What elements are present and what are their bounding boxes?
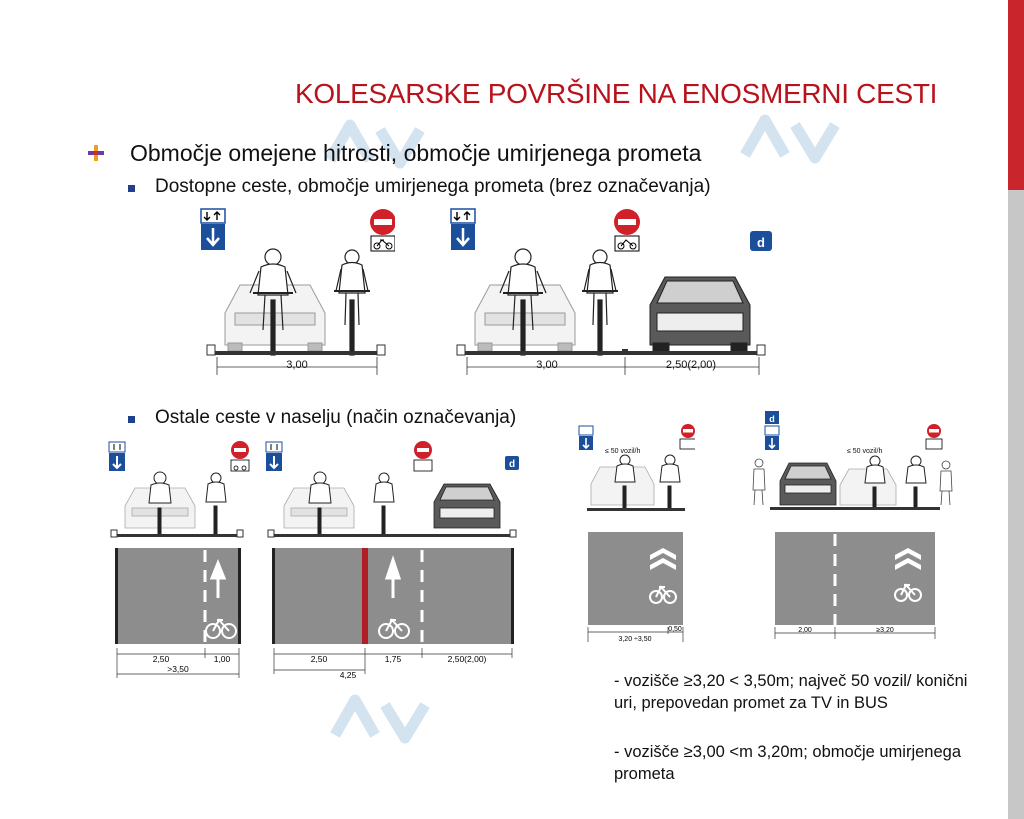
one-way-sign-icon	[765, 411, 779, 450]
road-surface	[213, 351, 379, 355]
no-entry-sign-icon	[231, 441, 249, 471]
cyclist-icon	[582, 250, 618, 355]
bullet-level1: Območje omejene hitrosti, območje umirjenega prometa	[130, 140, 702, 166]
one-way-sign-icon	[201, 209, 225, 250]
diagram-top-left	[195, 205, 395, 380]
parking-sign-icon	[750, 231, 772, 251]
no-entry-sign-icon	[926, 424, 942, 449]
dimension-label: 3,20 ÷3,50	[618, 636, 652, 643]
diagram-bottom-1	[105, 438, 255, 683]
bullet-square-icon	[128, 185, 135, 192]
diagram-bottom-3	[575, 420, 695, 645]
one-way-sign-icon	[579, 426, 593, 450]
diagram-bottom-4	[735, 405, 975, 645]
cyclist-icon	[906, 456, 926, 509]
diagram-top-right	[445, 205, 775, 380]
dimension-label: 2,50	[152, 654, 170, 664]
parked-car-icon	[434, 484, 500, 528]
lane-marking-red	[362, 548, 368, 644]
parking-sign-icon	[505, 456, 519, 470]
one-way-sign-icon	[266, 442, 282, 471]
no-entry-sign-icon	[680, 424, 695, 449]
dimension-label: 2,50(2,00)	[447, 654, 487, 664]
dimension-label: 1,00	[213, 654, 231, 664]
bullet-square-icon	[128, 416, 135, 423]
one-way-sign-icon	[451, 209, 475, 250]
dimension-label: 3,00	[536, 359, 558, 371]
note-text-1: - vozišče ≥3,20 < 3,50m; največ 50 vozil/ konični uri, prepovedan promet za TV in BUS	[614, 672, 968, 712]
no-entry-sign-icon	[414, 441, 432, 471]
svg-text:d: d	[769, 414, 775, 424]
svg-text:d: d	[757, 235, 765, 250]
one-way-sign-icon	[109, 442, 125, 471]
speed-label: ≤ 50 vozil/h	[605, 448, 641, 455]
dimension-label: ≥3,20	[876, 627, 894, 634]
parked-car-icon	[650, 277, 750, 353]
speed-label: ≤ 50 vozil/h	[847, 448, 883, 455]
parked-car-icon	[780, 463, 836, 505]
road-plan	[775, 532, 935, 625]
dimension-label: 2,00	[798, 627, 812, 634]
pedestrian-icon	[753, 459, 765, 505]
cyclist-icon	[206, 473, 226, 536]
no-entry-sign-icon	[614, 209, 640, 251]
svg-text:d: d	[508, 459, 516, 470]
note-text-2: - vozišče ≥3,00 <m 3,20m; območje umirjenega prometa	[614, 743, 962, 783]
slide-title: KOLESARSKE POVRŠINE NA ENOSMERNI CESTI	[295, 78, 938, 109]
road-plan	[588, 532, 683, 625]
dimension-label: 2,50(2,00)	[665, 359, 717, 371]
cyclist-icon	[660, 455, 680, 510]
dimension-label: 4,25	[339, 670, 357, 680]
dimension-label: 0,50	[668, 626, 682, 633]
dimension-label: 3,00	[286, 359, 308, 371]
pedestrian-icon	[940, 461, 952, 505]
dimension-label: 1,75	[384, 654, 402, 664]
watermark-logo-2	[740, 110, 850, 170]
cyclist-icon	[334, 250, 370, 355]
bullet-level2-a: Dostopne ceste, območje umirjenega prometa (brez označevanja)	[155, 176, 711, 197]
bullet-cross-icon	[87, 144, 105, 162]
no-entry-sign-icon	[370, 209, 395, 251]
watermark-logo-3	[330, 690, 440, 750]
dimension-label: >3,50	[167, 664, 189, 674]
bullet-level2-b: Ostale ceste v naselju (način označevanja)	[155, 407, 517, 428]
dimension-label: 2,50	[310, 654, 328, 664]
diagram-bottom-2	[262, 438, 527, 683]
cyclist-icon	[374, 473, 394, 536]
road-surface	[463, 351, 763, 355]
right-accent-bar-red	[1008, 0, 1024, 190]
